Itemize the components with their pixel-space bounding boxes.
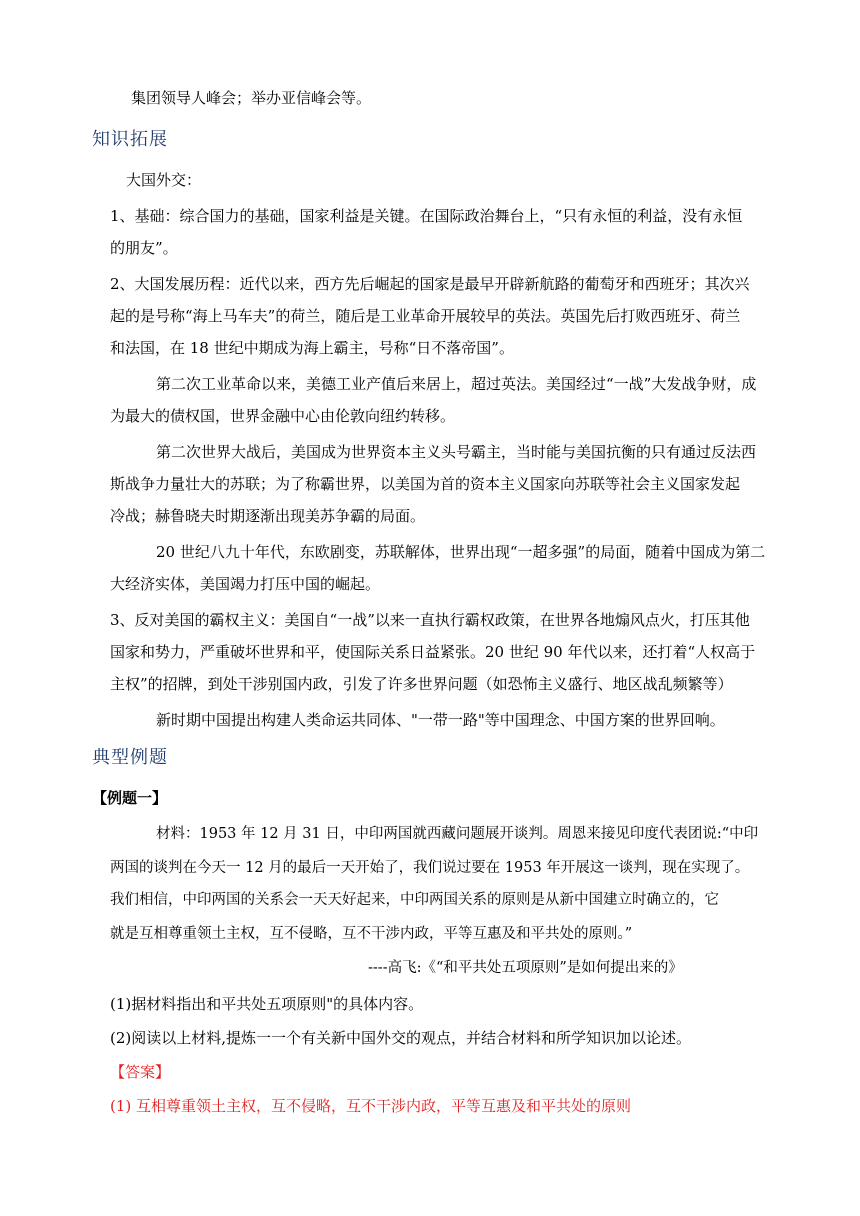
paragraph-5-line-2: 大经济实体，美国竭力打压中国的崛起。 — [110, 575, 381, 593]
paragraph-4-line-1: 第二次世界大战后，美国成为世界资本主义头号霸主，当时能与美国抗衡的只有通过反法西 — [156, 443, 757, 461]
extension-intro: 大国外交： — [126, 171, 202, 189]
question-2: (2)阅读以上材料,提炼一一个有关新中国外交的观点，并结合材料和所学知识加以论述。 — [110, 1029, 692, 1047]
paragraph-2-line-3: 和法国，在 18 世纪中期成为海上霸主，号称“日不落帝国”。 — [110, 339, 514, 357]
material-line-1: 材料：1953 年 12 月 31 日，中印两国就西藏问题展开谈判。周恩来接见印度代表团说:“中印 — [156, 826, 759, 842]
paragraph-3-line-2: 为最大的债权国，世界金融中心由伦敦向纽约转移。 — [110, 407, 456, 425]
material-line-2: 两国的谈判在今天一 12 月的最后一天开始了，我们说过要在 1953 年开展这一谈判，现在实现了。 — [110, 860, 750, 876]
material-source: ----高飞:《“和平共处五项原则”是如何提出来的》 — [368, 960, 683, 976]
answer-label: 【答案】 — [110, 1063, 171, 1081]
paragraph-4-line-2: 斯战争力量壮大的苏联；为了称霸世界，以美国为首的资本主义国家向苏联等社会主义国家发起 — [110, 475, 741, 493]
question-1: (1)据材料指出和平共处五项原则"的具体内容。 — [110, 995, 424, 1013]
paragraph-5-line-1: 20 世纪八九十年代，东欧剧变，苏联解体，世界出现“一超多强”的局面，随着中国成为第二 — [156, 543, 766, 561]
continuation-line: 集团领导人峰会；举办亚信峰会等。 — [131, 89, 372, 107]
paragraph-6-line-1: 3、反对美国的霸权主义：美国自“一战”以来一直执行霸权政策，在世界各地煽风点火，打压其他 — [110, 611, 750, 629]
material-line-3: 我们相信，中印两国的关系会一天天好起来，中印两国关系的原则是从新中国建立时确立的，它 — [110, 892, 719, 908]
material-line-4: 就是互相尊重领土主权，互不侵略，互不干涉内政，平等互惠及和平共处的原则。” — [110, 926, 633, 942]
paragraph-3-line-1: 第二次工业革命以来，美德工业产值后来居上，超过英法。美国经过“一战”大发战争财，成 — [156, 375, 757, 393]
paragraph-7-line-1: 新时期中国提出构建人类命运共同体、"一带一路"等中国理念、中国方案的世界回响。 — [156, 711, 725, 729]
paragraph-4-line-3: 冷战；赫鲁晓夫时期逐渐出现美苏争霸的局面。 — [110, 507, 426, 525]
example-label: 【例题一】 — [92, 789, 168, 807]
section-heading-extension: 知识拓展 — [92, 129, 168, 150]
answer-1: (1) 互相尊重领土主权，互不侵略，互不干涉内政，平等互惠及和平共处的原则 — [110, 1097, 632, 1115]
paragraph-1-line-2: 的朋友”。 — [110, 239, 178, 257]
paragraph-2-line-2: 起的是号称“海上马车夫”的荷兰，随后是工业革命开展较早的英法。英国先后打败西班牙、荷兰 — [110, 307, 741, 325]
paragraph-6-line-3: 主权”的招牌，到处干涉别国内政，引发了许多世界问题（如恐怖主义盛行、地区战乱频繁等） — [110, 675, 733, 693]
paragraph-2-line-1: 2、大国发展历程：近代以来，西方先后崛起的国家是最早开辟新航路的葡萄牙和西班牙；其次兴 — [110, 275, 750, 293]
paragraph-6-line-2: 国家和势力，严重破坏世界和平，使国际关系日益紧张。20 世纪 90 年代以来，还打着“人权高于 — [110, 643, 756, 661]
paragraph-1-line-1: 1、基础：综合国力的基础，国家利益是关键。在国际政治舞台上，“只有永恒的利益，没有永恒 — [110, 207, 743, 225]
section-heading-examples: 典型例题 — [92, 747, 168, 768]
